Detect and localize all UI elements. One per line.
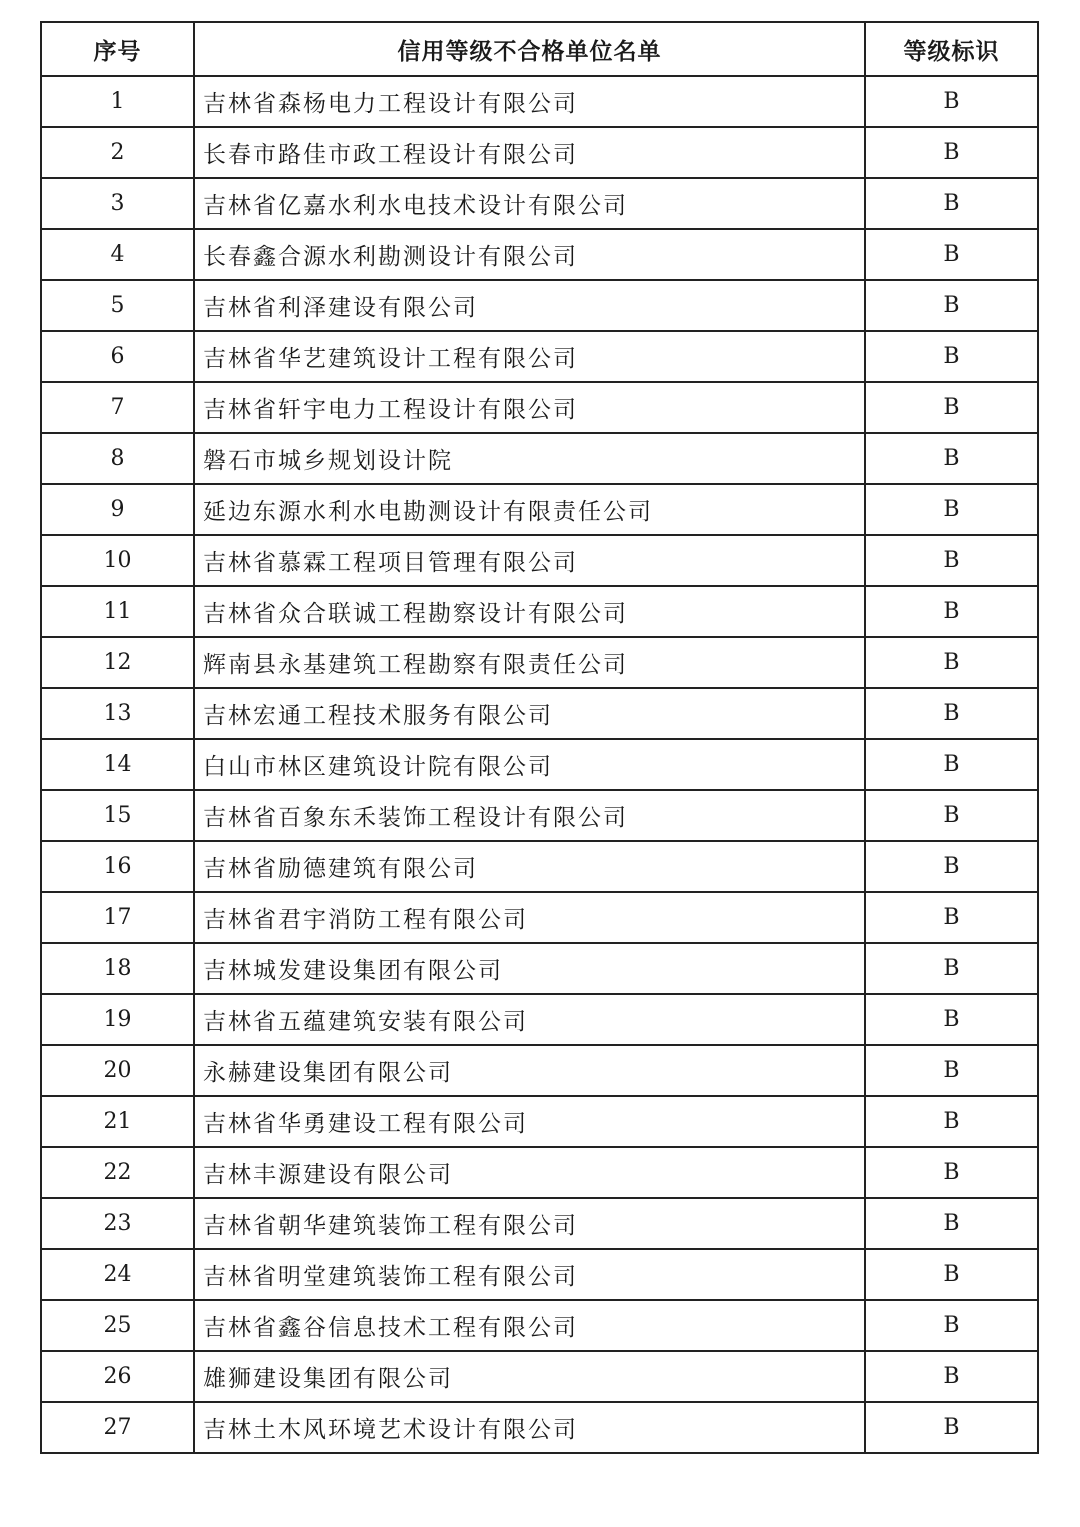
row-unit-name: 吉林省君宇消防工程有限公司 xyxy=(194,892,865,943)
row-index: 11 xyxy=(41,586,194,637)
row-grade: B xyxy=(865,433,1038,484)
row-index: 8 xyxy=(41,433,194,484)
table-row xyxy=(41,1402,1038,1453)
row-grade: B xyxy=(865,892,1038,943)
row-index: 24 xyxy=(41,1249,194,1300)
row-unit-name: 吉林省朝华建筑装饰工程有限公司 xyxy=(194,1198,865,1249)
row-unit-name: 吉林省鑫谷信息技术工程有限公司 xyxy=(194,1300,865,1351)
row-grade: B xyxy=(865,178,1038,229)
row-unit-name: 吉林城发建设集团有限公司 xyxy=(194,943,865,994)
table-row xyxy=(41,484,1038,535)
row-index: 25 xyxy=(41,1300,194,1351)
row-unit-name: 吉林省利泽建设有限公司 xyxy=(194,280,865,331)
row-index: 6 xyxy=(41,331,194,382)
table-row xyxy=(41,586,1038,637)
row-grade: B xyxy=(865,535,1038,586)
row-grade: B xyxy=(865,739,1038,790)
row-grade: B xyxy=(865,484,1038,535)
table-row xyxy=(41,1096,1038,1147)
table-row xyxy=(41,1045,1038,1096)
row-index: 12 xyxy=(41,637,194,688)
row-index: 20 xyxy=(41,1045,194,1096)
row-grade: B xyxy=(865,1096,1038,1147)
row-index: 10 xyxy=(41,535,194,586)
row-index: 16 xyxy=(41,841,194,892)
row-unit-name: 吉林省五蕴建筑安装有限公司 xyxy=(194,994,865,1045)
header-grade: 等级标识 xyxy=(865,22,1038,76)
table-row xyxy=(41,1249,1038,1300)
row-unit-name: 长春市路佳市政工程设计有限公司 xyxy=(194,127,865,178)
credit-grade-table xyxy=(40,21,1039,1454)
table-row xyxy=(41,280,1038,331)
row-grade: B xyxy=(865,1351,1038,1402)
row-index: 3 xyxy=(41,178,194,229)
row-grade: B xyxy=(865,994,1038,1045)
table-header-row xyxy=(41,22,1038,76)
row-grade: B xyxy=(865,127,1038,178)
table-row xyxy=(41,1300,1038,1351)
row-grade: B xyxy=(865,841,1038,892)
table-row xyxy=(41,229,1038,280)
row-unit-name: 吉林省励德建筑有限公司 xyxy=(194,841,865,892)
row-grade: B xyxy=(865,637,1038,688)
row-index: 2 xyxy=(41,127,194,178)
row-grade: B xyxy=(865,790,1038,841)
table-row xyxy=(41,433,1038,484)
row-grade: B xyxy=(865,1147,1038,1198)
row-index: 22 xyxy=(41,1147,194,1198)
row-unit-name: 吉林省华艺建筑设计工程有限公司 xyxy=(194,331,865,382)
row-grade: B xyxy=(865,688,1038,739)
header-unit-name: 信用等级不合格单位名单 xyxy=(194,22,865,76)
row-grade: B xyxy=(865,1300,1038,1351)
row-index: 21 xyxy=(41,1096,194,1147)
table-row xyxy=(41,331,1038,382)
table-row xyxy=(41,739,1038,790)
row-grade: B xyxy=(865,1198,1038,1249)
table-row xyxy=(41,1147,1038,1198)
row-index: 18 xyxy=(41,943,194,994)
row-index: 27 xyxy=(41,1402,194,1453)
credit-grade-table-container xyxy=(40,21,1037,1454)
row-index: 17 xyxy=(41,892,194,943)
row-unit-name: 吉林省明堂建筑装饰工程有限公司 xyxy=(194,1249,865,1300)
row-index: 15 xyxy=(41,790,194,841)
table-row xyxy=(41,178,1038,229)
row-unit-name: 吉林省森杨电力工程设计有限公司 xyxy=(194,76,865,127)
row-index: 1 xyxy=(41,76,194,127)
row-unit-name: 吉林省众合联诚工程勘察设计有限公司 xyxy=(194,586,865,637)
row-grade: B xyxy=(865,1045,1038,1096)
table-row xyxy=(41,790,1038,841)
row-unit-name: 吉林宏通工程技术服务有限公司 xyxy=(194,688,865,739)
table-row xyxy=(41,892,1038,943)
row-unit-name: 吉林土木风环境艺术设计有限公司 xyxy=(194,1402,865,1453)
row-unit-name: 吉林省百象东禾装饰工程设计有限公司 xyxy=(194,790,865,841)
table-row xyxy=(41,688,1038,739)
table-row xyxy=(41,1198,1038,1249)
table-row xyxy=(41,943,1038,994)
row-grade: B xyxy=(865,280,1038,331)
table-row xyxy=(41,127,1038,178)
row-grade: B xyxy=(865,586,1038,637)
row-unit-name: 长春鑫合源水利勘测设计有限公司 xyxy=(194,229,865,280)
table-body xyxy=(41,76,1038,1453)
row-grade: B xyxy=(865,331,1038,382)
row-grade: B xyxy=(865,1249,1038,1300)
table-row xyxy=(41,76,1038,127)
row-grade: B xyxy=(865,943,1038,994)
table-row xyxy=(41,841,1038,892)
table-row xyxy=(41,994,1038,1045)
row-unit-name: 磐石市城乡规划设计院 xyxy=(194,433,865,484)
row-unit-name: 吉林丰源建设有限公司 xyxy=(194,1147,865,1198)
row-unit-name: 吉林省轩宇电力工程设计有限公司 xyxy=(194,382,865,433)
row-unit-name: 吉林省慕霖工程项目管理有限公司 xyxy=(194,535,865,586)
table-row xyxy=(41,382,1038,433)
table-row xyxy=(41,1351,1038,1402)
row-unit-name: 吉林省亿嘉水利水电技术设计有限公司 xyxy=(194,178,865,229)
row-index: 13 xyxy=(41,688,194,739)
table-row xyxy=(41,535,1038,586)
header-index: 序号 xyxy=(41,22,194,76)
row-grade: B xyxy=(865,229,1038,280)
row-index: 9 xyxy=(41,484,194,535)
row-index: 19 xyxy=(41,994,194,1045)
row-index: 5 xyxy=(41,280,194,331)
table-row xyxy=(41,637,1038,688)
row-index: 23 xyxy=(41,1198,194,1249)
row-grade: B xyxy=(865,1402,1038,1453)
row-index: 7 xyxy=(41,382,194,433)
row-unit-name: 吉林省华勇建设工程有限公司 xyxy=(194,1096,865,1147)
row-unit-name: 延边东源水利水电勘测设计有限责任公司 xyxy=(194,484,865,535)
row-unit-name: 雄狮建设集团有限公司 xyxy=(194,1351,865,1402)
row-grade: B xyxy=(865,382,1038,433)
row-unit-name: 辉南县永基建筑工程勘察有限责任公司 xyxy=(194,637,865,688)
row-grade: B xyxy=(865,76,1038,127)
row-index: 4 xyxy=(41,229,194,280)
row-index: 14 xyxy=(41,739,194,790)
row-unit-name: 白山市林区建筑设计院有限公司 xyxy=(194,739,865,790)
row-unit-name: 永赫建设集团有限公司 xyxy=(194,1045,865,1096)
row-index: 26 xyxy=(41,1351,194,1402)
